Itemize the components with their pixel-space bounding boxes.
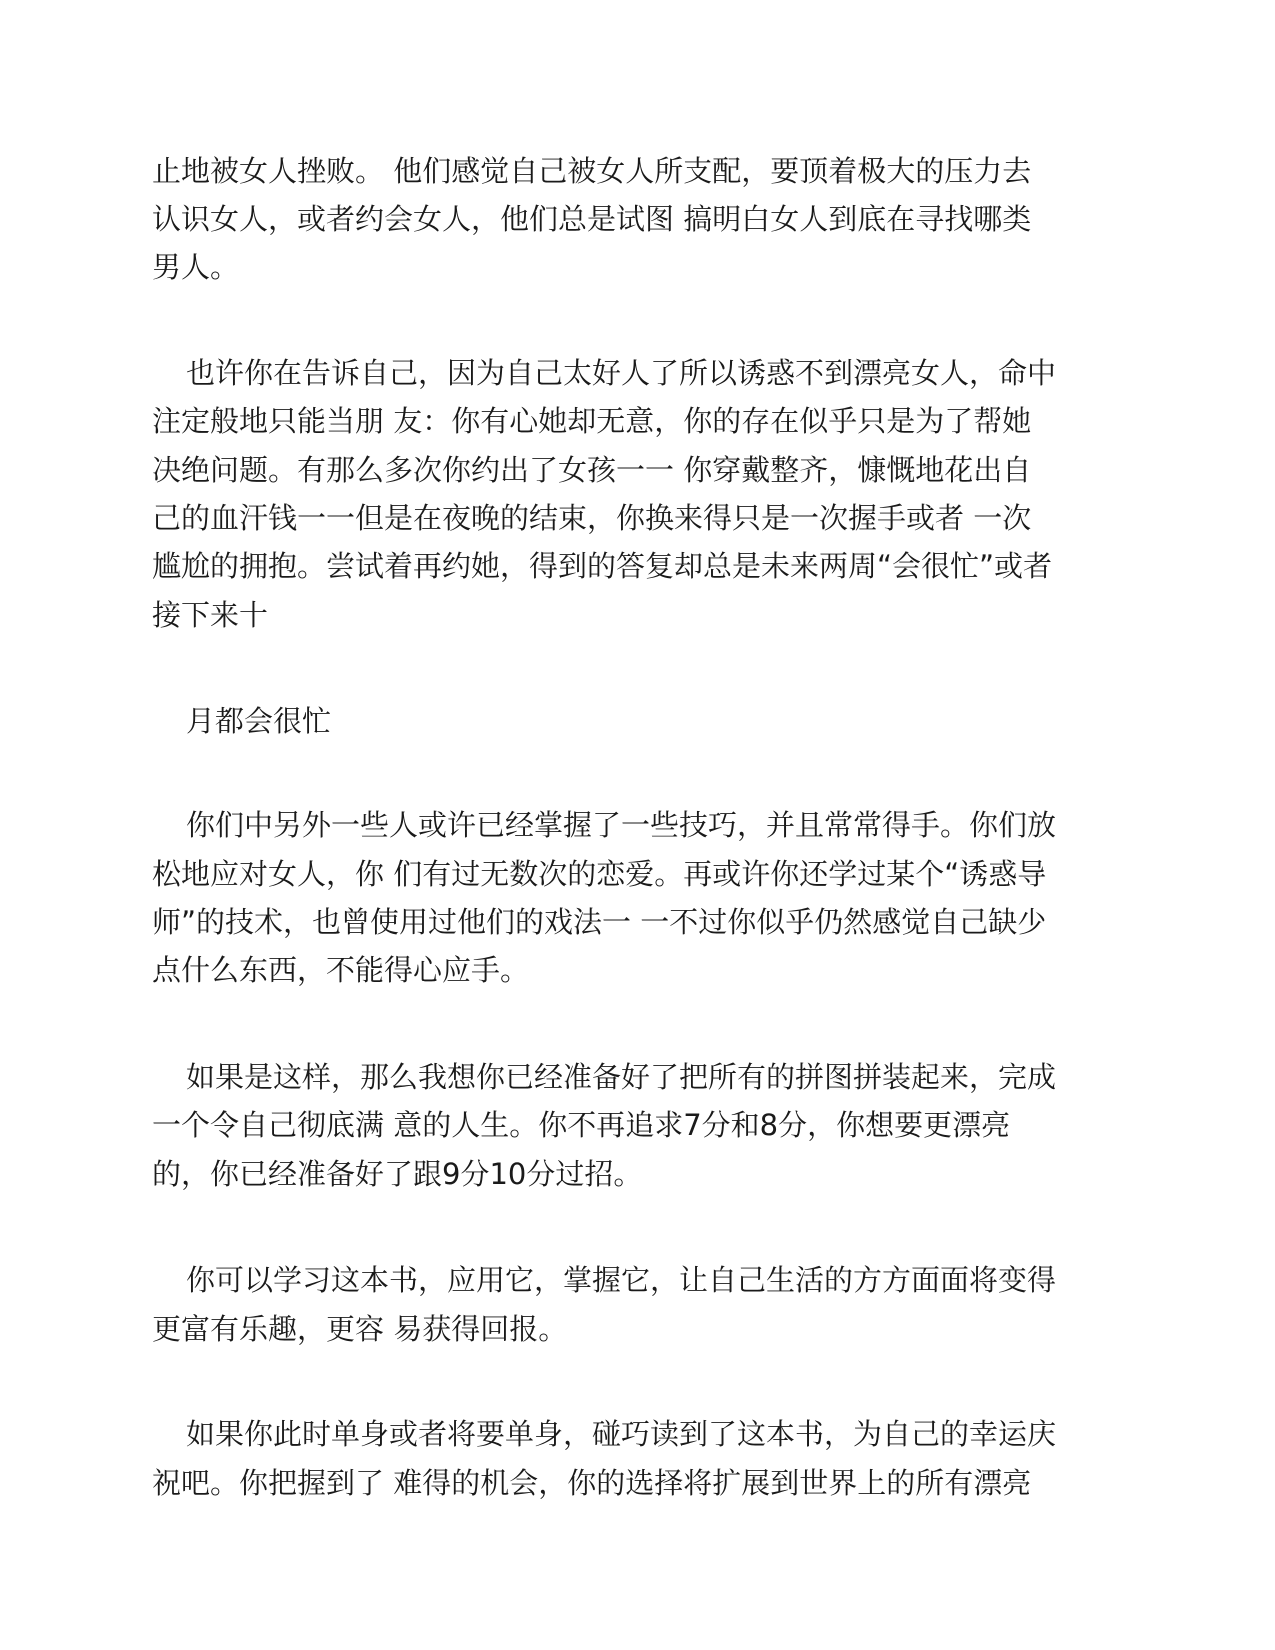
paragraph-4-line-1: 你们中另外一些人或许已经掌握了一些技巧，并且常常得手。你们放 <box>186 808 1057 842</box>
paragraph-5-line-3: 的，你已经准备好了跟9分10分过招。 <box>152 1157 643 1191</box>
paragraph-4-line-2: 松地应对女人，你 们有过无数次的恋爱。再或许你还学过某个“诱惑导 <box>152 857 1047 891</box>
paragraph-2-line-1: 也许你在告诉自己，因为自己太好人了所以诱惑不到漂亮女人，命中 <box>186 356 1057 390</box>
paragraph-6-line-1: 你可以学习这本书，应用它，掌握它，让自己生活的方方面面将变得 <box>186 1263 1057 1297</box>
paragraph-2-line-5: 尴尬的拥抱。尝试着再约她，得到的答复却总是未来两周“会很忙”或者 <box>152 549 1053 583</box>
paragraph-3-line-1: 月都会很忙 <box>186 704 332 738</box>
paragraph-1-line-1: 止地被女人挫败。 他们感觉自己被女人所支配，要顶着极大的压力去 <box>152 154 1032 188</box>
paragraph-7-line-2: 祝吧。你把握到了 难得的机会，你的选择将扩展到世界上的所有漂亮 <box>152 1466 1032 1500</box>
paragraph-2-line-3: 决绝问题。有那么多次你约出了女孩一一 你穿戴整齐，慷慨地花出自 <box>152 453 1032 487</box>
paragraph-2-line-4: 己的血汗钱一一但是在夜晚的结束，你换来得只是一次握手或者 一次 <box>152 501 1032 535</box>
paragraph-7-line-1: 如果你此时单身或者将要单身，碰巧读到了这本书，为自己的幸运庆 <box>186 1417 1057 1451</box>
paragraph-2-line-2: 注定般地只能当朋 友：你有心她却无意，你的存在似乎只是为了帮她 <box>152 404 1032 438</box>
paragraph-5-line-2: 一个令自己彻底满 意的人生。你不再追求7分和8分，你想要更漂亮 <box>152 1108 1011 1142</box>
paragraph-4-line-3: 师”的技术，也曾使用过他们的戏法一 一不过你似乎仍然感觉自己缺少 <box>152 905 1047 939</box>
paragraph-2-line-6: 接下来十 <box>152 598 269 632</box>
paragraph-1-line-2: 认识女人，或者约会女人，他们总是试图 搞明白女人到底在寻找哪类 <box>152 202 1032 236</box>
paragraph-4-line-4: 点什么东西，不能得心应手。 <box>152 953 530 987</box>
paragraph-1-line-3: 男人。 <box>152 250 240 284</box>
paragraph-6-line-2: 更富有乐趣，更容 易获得回报。 <box>152 1312 568 1346</box>
paragraph-5-line-1: 如果是这样，那么我想你已经准备好了把所有的拼图拼装起来，完成 <box>186 1060 1057 1094</box>
